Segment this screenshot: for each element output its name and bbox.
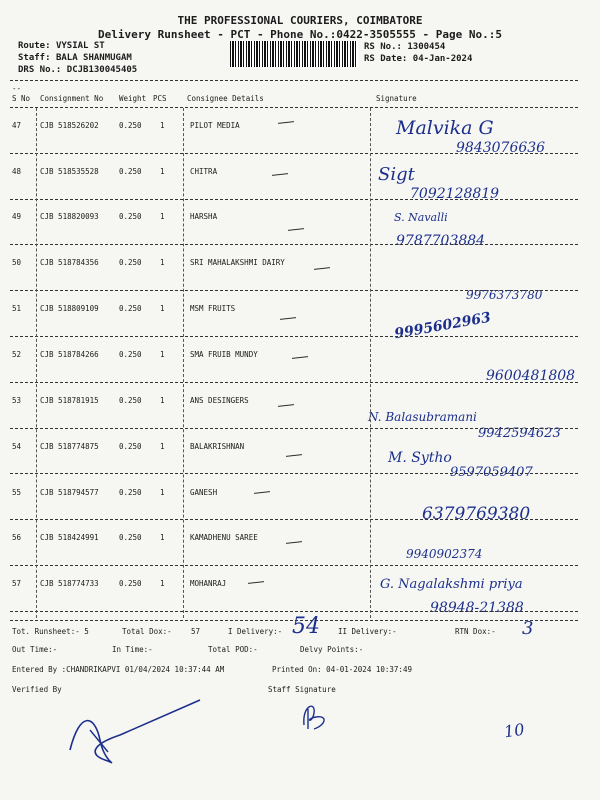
cell-consignment: CJB 518794577 [40,488,99,497]
pen-dash-mark [292,356,308,359]
pen-dash-mark [278,404,294,407]
ii-delivery-label: II Delivery:- [338,627,397,636]
col-weight: Weight [119,94,147,103]
cell-consignment: CJB 518424991 [40,533,99,542]
rtn-dox-handwritten: 3 [522,618,534,639]
pen-dash-mark [272,173,288,176]
cell-consignment: CJB 518809109 [40,304,99,313]
signature-name: N. Balasubramani [368,410,477,424]
pen-dash-mark [314,267,330,270]
cell-pcs: 1 [160,579,165,588]
cell-pcs: 1 [160,167,165,176]
row-divider [10,290,578,291]
signature-phone: 9597059407 [450,465,533,480]
cell-pcs: 1 [160,258,165,267]
cell-sno: 56 [12,533,22,542]
signature-phone: 9940902374 [406,547,483,561]
staff-signature [296,695,336,735]
cell-pcs: 1 [160,533,165,542]
cell-sno: 48 [12,167,22,176]
row-divider [10,336,578,337]
cell-weight: 0.250 [119,442,142,451]
drs-line [18,65,137,75]
column-separator [36,108,37,618]
delvy-points-label: Delvy Points:- [300,645,364,654]
signature-phone: 9600481808 [486,368,576,384]
entered-by: Entered By :CHANDRIKAPVI 01/04/2024 10:37:44 AM [12,665,225,674]
rs-no-value: 1300454 [407,42,446,52]
page-subtitle: Delivery Runsheet - PCT - Phone No.:0422-3505555 - Page No.:5 [98,28,502,41]
cell-consignment: CJB 518774733 [40,579,99,588]
tot-runsheet: Tot. Runsheet:- 5 [12,627,89,636]
cell-weight: 0.250 [119,121,142,130]
signature-name: S. Navalli [394,211,448,224]
cell-consignee: SRI MAHALAKSHMI DAIRY [190,258,285,267]
staff-line [18,53,132,63]
cell-consignment: CJB 518784266 [40,350,99,359]
cell-weight: 0.250 [119,304,142,313]
verified-signature [60,690,210,770]
cell-weight: 0.250 [119,212,142,221]
cell-weight: 0.250 [119,533,142,542]
barcode [230,41,358,67]
in-time-label: In Time:- [112,645,153,654]
staff-signature-label: Staff Signature [268,685,336,694]
rs-no-line [364,42,445,52]
pen-dash-mark [288,228,304,231]
route-value: VYSIAL ST [55,41,105,51]
col-consignee: Consignee Details [187,94,264,103]
cell-sno: 55 [12,488,22,497]
cell-weight: 0.250 [119,167,142,176]
cell-sno: 47 [12,121,22,130]
rs-date-label: RS Date: [364,54,408,64]
total-dox-label: Total Dox:- [122,627,172,636]
signature-name: Sigt [378,164,415,185]
cell-consignee: CHITRA [190,167,218,176]
printed-on: Printed On: 04-01-2024 10:37:49 [272,665,412,674]
col-pcs: PCS [153,94,167,103]
cell-consignee: MSM FRUITS [190,304,236,313]
cell-consignee: BALAKRISHNAN [190,442,245,451]
row-divider [10,199,578,200]
signature-name: G. Nagalakshmi priya [380,577,523,592]
total-pod-label: Total POD:- [208,645,258,654]
cell-pcs: 1 [160,396,165,405]
column-separator [183,108,184,618]
dash-marker: -- [12,84,22,93]
pen-dash-mark [278,121,294,124]
row-divider [10,382,578,383]
pen-dash-mark [286,454,302,457]
signature-phone: 9995602963 [393,309,493,343]
cell-sno: 53 [12,396,22,405]
cell-weight: 0.250 [119,350,142,359]
corner-handwritten-number: 10 [502,719,526,742]
cell-consignment: CJB 518784356 [40,258,99,267]
staff-label: Staff: [18,53,51,63]
signature-phone: 9976373780 [466,288,543,302]
cell-sno: 50 [12,258,22,267]
rtn-dox-label: RTN Dox:- [455,627,496,636]
cell-weight: 0.250 [119,579,142,588]
staff-value: BALA SHANMUGAM [55,53,132,63]
cell-consignment: CJB 518774875 [40,442,99,451]
cell-sno: 57 [12,579,22,588]
i-delivery-label: I Delivery:- [228,627,283,636]
page-title: THE PROFESSIONAL COURIERS, COIMBATORE [177,14,423,27]
route-label: Route: [18,41,51,51]
rs-date-value: 04-Jan-2024 [412,54,473,64]
drs-value: DCJB130045405 [66,65,138,75]
cell-pcs: 1 [160,304,165,313]
cell-consignee: ANS DESINGERS [190,396,249,405]
cell-sno: 54 [12,442,22,451]
total-dox-value: 57 [191,627,201,636]
cell-consignee: SMA FRUIB MUNDY [190,350,258,359]
cell-consignee: GANESH [190,488,218,497]
cell-sno: 52 [12,350,22,359]
pen-dash-mark [286,541,302,544]
col-signature: Signature [376,94,417,103]
row-divider [10,428,578,429]
rs-date-line [364,54,472,64]
signature-phone: 7092128819 [410,186,500,202]
header-rule-top [10,80,578,81]
cell-pcs: 1 [160,488,165,497]
signature-phone: 6379769380 [422,504,531,524]
cell-weight: 0.250 [119,488,142,497]
col-sno: S No [12,94,31,103]
row-divider [10,473,578,474]
pen-dash-mark [248,581,264,584]
cell-pcs: 1 [160,442,165,451]
signature-phone: 98948-21388 [430,600,524,616]
row-divider [10,611,578,612]
cell-consignment: CJB 518820093 [40,212,99,221]
cell-consignment: CJB 518526202 [40,121,99,130]
verified-by-label: Verified By [12,685,62,694]
column-separator [370,108,371,618]
cell-pcs: 1 [160,212,165,221]
pen-dash-mark [280,317,296,320]
pen-dash-mark [254,491,270,494]
drs-label: DRS No.: [18,65,62,75]
cell-consignment: CJB 518781915 [40,396,99,405]
cell-weight: 0.250 [119,258,142,267]
route-line [18,41,105,51]
col-consignment: Consignment No [40,94,104,103]
rs-no-label: RS No.: [364,42,402,52]
cell-consignee: HARSHA [190,212,218,221]
signature-phone: 9942594623 [478,426,561,441]
cell-consignee: PILOT MEDIA [190,121,240,130]
signature-phone: 9843076636 [456,140,546,156]
row-divider [10,519,578,520]
cell-sno: 51 [12,304,22,313]
out-time-label: Out Time:- [12,645,58,654]
cell-consignee: KAMADHENU SAREE [190,533,258,542]
cell-consignee: MOHANRAJ [190,579,227,588]
row-divider [10,244,578,245]
header-rule-bottom [10,107,578,108]
cell-weight: 0.250 [119,396,142,405]
row-divider [10,153,578,154]
cell-sno: 49 [12,212,22,221]
cell-pcs: 1 [160,350,165,359]
signature-name: M. Sytho [388,450,452,466]
signature-name: Malvika G [396,117,494,139]
cell-consignment: CJB 518535528 [40,167,99,176]
row-divider [10,565,578,566]
signature-phone: 9787703884 [396,233,486,249]
i-delivery-handwritten: 54 [292,614,320,639]
cell-pcs: 1 [160,121,165,130]
